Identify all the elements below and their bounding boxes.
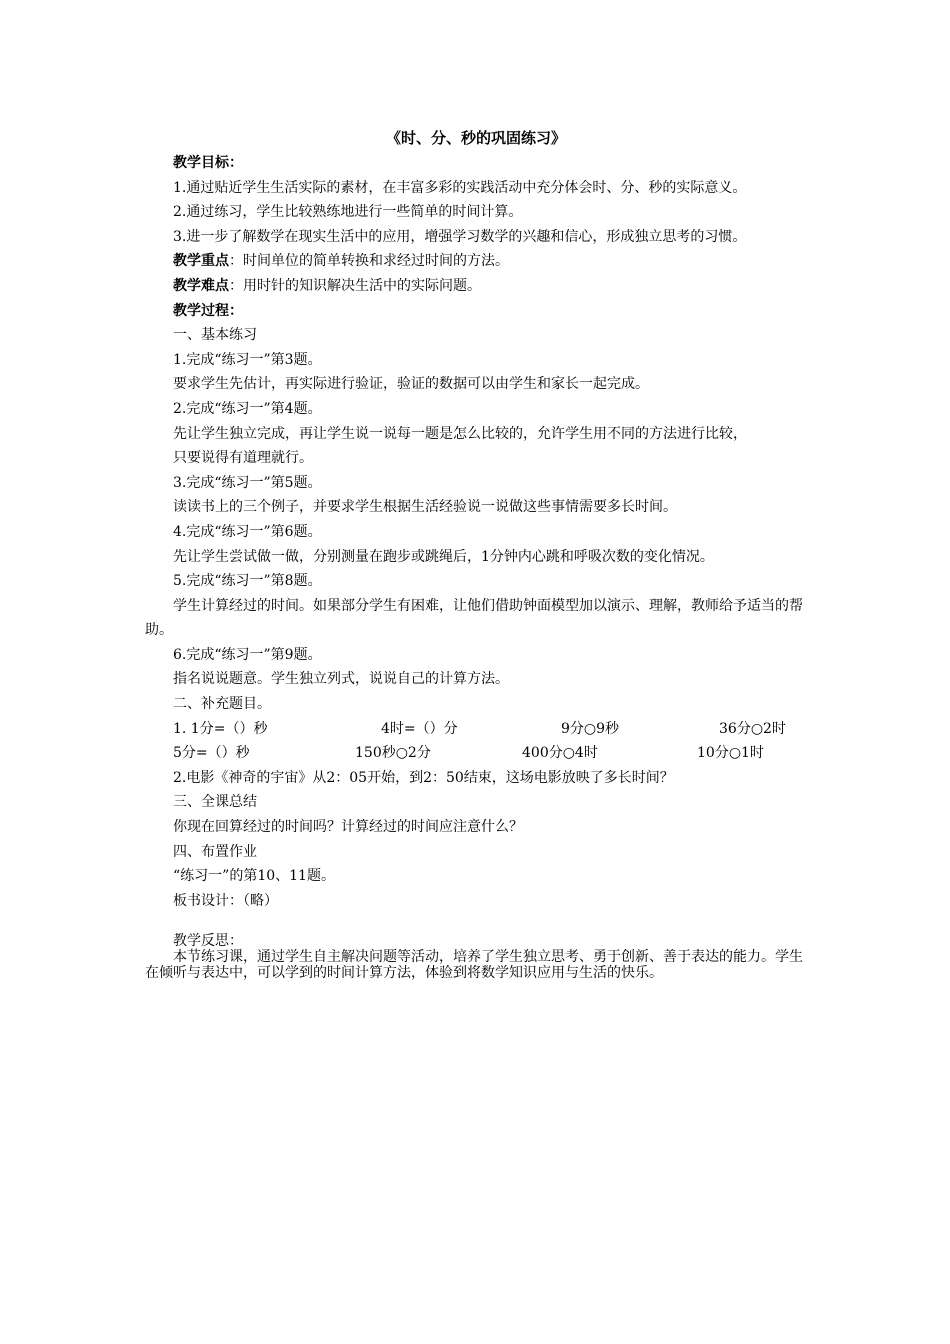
item: 先让学生独立完成，再让学生说一说每一题是怎么比较的，允许学生用不同的方法进行比较， bbox=[173, 425, 747, 442]
item: 1.完成“练习一”第3题。 bbox=[173, 351, 322, 368]
exercise-cell: 9分○9秒 bbox=[561, 720, 620, 737]
item: 6.完成“练习一”第9题。 bbox=[173, 646, 322, 663]
item: 3.完成“练习一”第5题。 bbox=[173, 474, 322, 491]
item: 读读书上的三个例子，并要求学生根据生活经验说一说做这些事情需要多长时间。 bbox=[173, 499, 677, 516]
item: 2.完成“练习一”第4题。 bbox=[173, 400, 322, 417]
key-point bbox=[145, 249, 807, 274]
spacer bbox=[145, 913, 807, 933]
key-point-text: ：时间单位的简单转换和求经过时间的方法。 bbox=[229, 253, 509, 270]
exercise-row-1 bbox=[145, 717, 807, 742]
exercise-row-2 bbox=[145, 741, 807, 766]
exercise-cell: 36分○2时 bbox=[719, 720, 786, 737]
section-homework: 四、布置作业 bbox=[173, 843, 257, 860]
section-summary: 三、全课总结 bbox=[173, 794, 257, 811]
difficulty-point bbox=[145, 274, 807, 299]
exercise-cell: 5分=（）秒 bbox=[173, 745, 250, 762]
item: 5.完成“练习一”第8题。 bbox=[173, 573, 322, 590]
goal-2: 2.通过练习，学生比较熟练地进行一些简单的时间计算。 bbox=[173, 204, 523, 221]
exercise-cell: 4时=（）分 bbox=[381, 720, 458, 737]
question-2: 2.电影《神奇的宇宙》从2：05开始，到2：50结束，这场电影放映了多长时间？ bbox=[173, 769, 674, 786]
difficulty-text: ：用时针的知识解决生活中的实际问题。 bbox=[229, 277, 481, 294]
key-point-label: 教学重点 bbox=[173, 253, 229, 270]
board-design: 板书设计：（略） bbox=[173, 892, 278, 909]
exercise-cell: 1. 1分=（）秒 bbox=[173, 720, 268, 737]
exercise-cell: 150秒○2分 bbox=[355, 745, 431, 762]
reflection-heading: 教学反思： bbox=[173, 933, 243, 950]
goal-1: 1.通过贴近学生生活实际的素材，在丰富多彩的实践活动中充分体会时、分、秒的实际意义。 bbox=[173, 179, 747, 196]
item: 要求学生先估计，再实际进行验证，验证的数据可以由学生和家长一起完成。 bbox=[173, 376, 649, 393]
document-title: 《时、分、秒的巩固练习》 bbox=[385, 129, 566, 147]
document-page bbox=[145, 125, 807, 981]
item: 学生计算经过的时间。如果部分学生有困难，让他们借助钟面模型加以演示、理解，教师给予适当的帮助。 bbox=[145, 597, 803, 639]
item: 只要说得有道理就行。 bbox=[173, 450, 313, 467]
process-heading: 教学过程： bbox=[173, 302, 243, 319]
difficulty-label: 教学难点 bbox=[173, 277, 229, 294]
item: 指名说说题意。学生独立列式，说说自己的计算方法。 bbox=[173, 671, 509, 688]
goals-heading: 教学目标： bbox=[173, 155, 243, 171]
section-extra: 二、补充题目。 bbox=[173, 696, 271, 713]
exercise-cell: 10分○1时 bbox=[697, 745, 764, 762]
goal-3: 3.进一步了解数学在现实生活中的应用，增强学习数学的兴趣和信心，形成独立思考的习惯。 bbox=[173, 228, 747, 245]
section-basic: 一、基本练习 bbox=[173, 327, 257, 344]
item: 4.完成“练习一”第6题。 bbox=[173, 523, 322, 540]
exercise-cell: 400分○4时 bbox=[522, 745, 598, 762]
reflection-text: 本节练习课，通过学生自主解决问题等活动，培养了学生独立思考、勇于创新、善于表达的能力。学生在倾听与表达中，可以学到的时间计算方法，体验到将数学知识应用与生活的快乐。 bbox=[145, 949, 803, 982]
item: 先让学生尝试做一做，分别测量在跑步或跳绳后，1分钟内心跳和呼吸次数的变化情况。 bbox=[173, 548, 714, 565]
homework-text: “练习一”的第10、11题。 bbox=[173, 868, 335, 885]
summary-text: 你现在回算经过的时间吗？计算经过的时间应注意什么？ bbox=[173, 819, 523, 836]
